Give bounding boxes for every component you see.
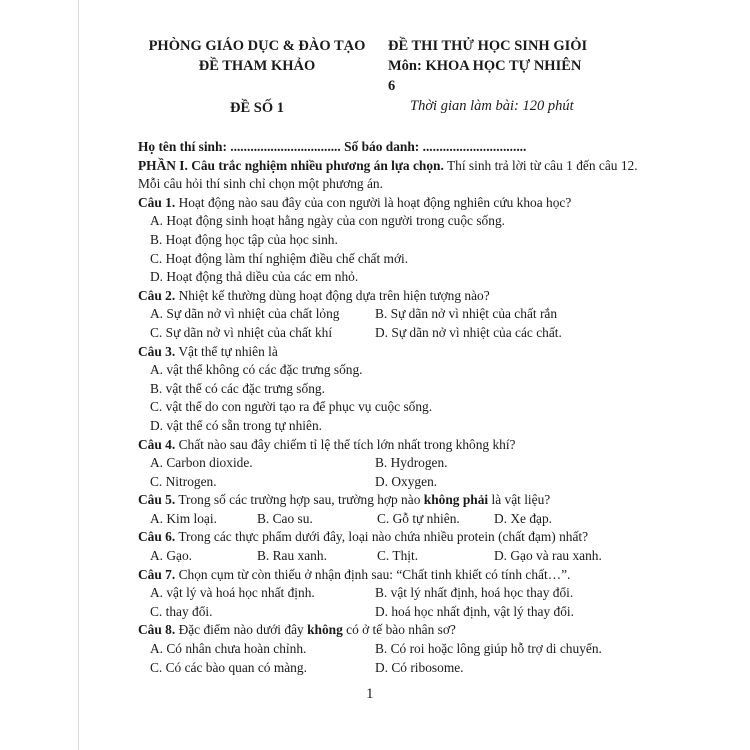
option-d: D. Gạo và rau xanh. <box>494 548 602 564</box>
student-info-line: Họ tên thí sinh: ................................. Số báo danh: ............................... <box>138 139 527 154</box>
option-d: D. Sự dãn nở vì nhiệt của các chất. <box>375 324 562 340</box>
option-b: B. Rau xanh. <box>257 548 327 564</box>
header-right <box>388 36 588 116</box>
exam-time: Thời gian làm bài: 120 phút <box>410 98 574 114</box>
question-text: Chất nào sau đây chiếm tỉ lệ thể tích lớn nhất trong không khí? <box>175 436 516 452</box>
options-row <box>138 659 618 678</box>
option-a: A. vật thể không có các đặc trưng sống. <box>150 362 363 378</box>
question-text: Nhiệt kế thường dùng hoạt động dựa trên hiện tượng nào? <box>175 287 490 303</box>
question-text: Đặc điểm nào dưới đây <box>175 622 308 638</box>
options-row <box>138 547 618 566</box>
option-c: C. Thịt. <box>377 548 419 564</box>
question-3 <box>138 343 618 362</box>
exam-number: ĐỀ SỐ 1 <box>230 100 284 116</box>
question-emphasis: không <box>307 622 343 638</box>
question-text-end: là vật liệu? <box>488 492 551 508</box>
question-text: Vật thể tự nhiên là <box>175 343 278 359</box>
section-instruction-2: Mỗi câu hỏi thí sinh chỉ chọn một phương án. <box>138 176 383 192</box>
option-a: A. Sự dãn nở vì nhiệt của chất lỏng <box>150 306 340 322</box>
question-5 <box>138 491 618 510</box>
page-number: 1 <box>366 686 374 702</box>
question-8 <box>138 621 618 640</box>
option-b: B. Cao su. <box>257 510 313 526</box>
option-b: B. vật thể có các đặc trưng sống. <box>150 380 325 396</box>
option-a: A. Carbon dioxide. <box>150 455 253 471</box>
question-2 <box>138 287 618 306</box>
option-c: C. vật thể do con người tạo ra để phục vụ cuộc sống. <box>150 399 433 415</box>
question-text: Trong các thực phẩm dưới đây, loại nào chứa nhiều protein (chất đạm) nhất? <box>175 529 589 545</box>
section-heading <box>138 157 638 176</box>
doc-type: ĐỀ THAM KHẢO <box>198 58 316 74</box>
question-text: Chọn cụm từ còn thiếu ở nhận định sau: “Chất tinh khiết có tính chất…”. <box>175 566 571 582</box>
option-c: C. Có các bào quan có màng. <box>150 659 307 675</box>
question-text-end: có ở tế bào nhân sơ? <box>342 622 456 638</box>
options-row <box>138 473 618 492</box>
question-4 <box>138 436 618 455</box>
option-c: C. Nitrogen. <box>150 473 217 489</box>
options-row <box>138 510 618 529</box>
question-text: Trong số các trường hợp sau, trường hợp nào <box>175 492 424 508</box>
exam-title: ĐỀ THI THỬ HỌC SINH GIỎI <box>388 38 588 54</box>
option-d: D. Có ribosome. <box>375 659 464 675</box>
question-label: Câu 3. <box>138 343 176 359</box>
question-1 <box>138 194 618 213</box>
question-label: Câu 7. <box>138 566 176 582</box>
options-row <box>138 305 618 324</box>
option-d: D. Oxygen. <box>375 473 438 489</box>
options-row <box>138 584 618 603</box>
options-row <box>138 640 618 659</box>
question-label: Câu 1. <box>138 194 176 210</box>
option-a: A. Có nhân chưa hoàn chỉnh. <box>150 641 307 657</box>
option-c: C. Gỗ tự nhiên. <box>377 510 460 526</box>
exam-content <box>138 138 638 677</box>
question-emphasis: không phải <box>423 492 489 508</box>
option-b: B. Sự dãn nở vì nhiệt của chất rắn <box>375 306 558 322</box>
options-row <box>138 603 618 622</box>
option-d: D. Xe đạp. <box>494 510 553 526</box>
option-c: C. Hoạt động làm thí nghiệm điều chế chất mới. <box>150 250 409 266</box>
option-d: D. Hoạt động thả diều của các em nhỏ. <box>150 269 359 285</box>
option-a: A. Kim loại. <box>150 510 217 526</box>
question-label: Câu 4. <box>138 436 176 452</box>
header-left <box>132 36 382 76</box>
subject: Môn: KHOA HỌC TỰ NHIÊN 6 <box>388 58 582 94</box>
option-b: B. vật lý nhất định, hoá học thay đổi. <box>375 585 574 601</box>
question-label: Câu 5. <box>138 492 176 508</box>
question-label: Câu 8. <box>138 622 176 638</box>
option-c: C. Sự dãn nở vì nhiệt của chất khí <box>150 324 333 340</box>
option-a: A. Gạo. <box>150 548 193 564</box>
option-c: C. thay đổi. <box>150 603 213 619</box>
section-title: PHẦN I. Câu trắc nghiệm nhiều phương án lựa chọn. <box>138 157 444 173</box>
question-6 <box>138 528 618 547</box>
question-text: Hoạt động nào sau đây của con người là hoạt động nghiên cứu khoa học? <box>175 194 572 210</box>
option-b: B. Có roi hoặc lông giúp hỗ trợ di chuyển. <box>375 641 602 657</box>
option-b: B. Hoạt động học tập của học sinh. <box>150 231 338 247</box>
question-label: Câu 6. <box>138 529 176 545</box>
options-row <box>138 454 618 473</box>
question-label: Câu 2. <box>138 287 176 303</box>
question-7 <box>138 566 618 585</box>
option-d: D. hoá học nhất định, vật lý thay đổi. <box>375 603 574 619</box>
option-a: A. vật lý và hoá học nhất định. <box>150 585 315 601</box>
option-d: D. vật thể có sẵn trong tự nhiên. <box>150 417 322 433</box>
option-a: A. Hoạt động sinh hoạt hằng ngày của con người trong cuộc sống. <box>150 213 505 229</box>
section-instruction: Thí sinh trả lời từ câu 1 đến câu 12. <box>443 157 638 173</box>
option-b: B. Hydrogen. <box>375 455 448 471</box>
org-name: PHÒNG GIÁO DỤC & ĐÀO TẠO <box>148 38 366 54</box>
options-row <box>138 324 618 343</box>
